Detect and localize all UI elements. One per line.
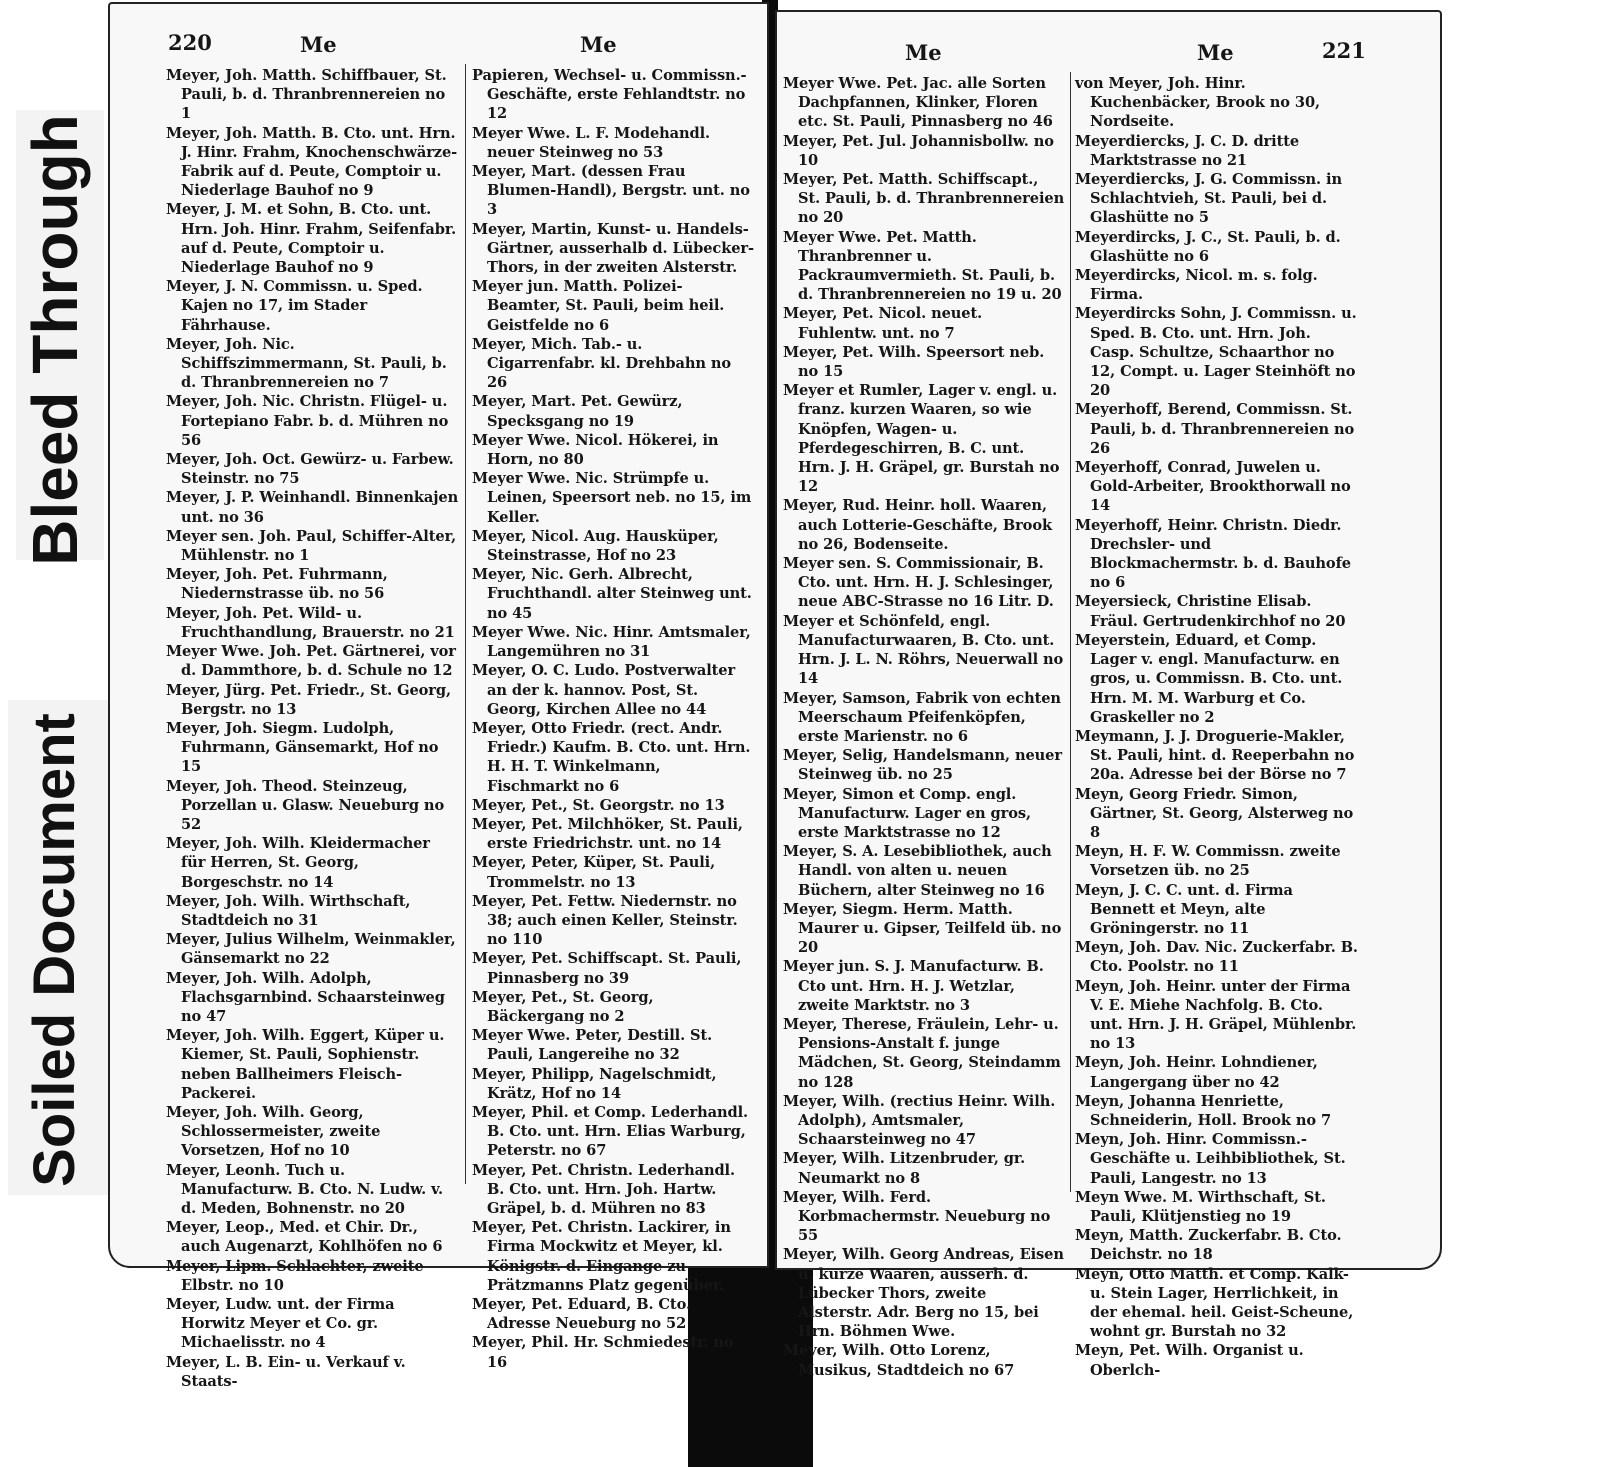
- directory-entry: Meyer, Pet. Nicol. neuet. Fuhlentw. unt. no 7: [783, 305, 983, 342]
- directory-entry: Meyerhoff, Heinr. Christn. Diedr. Drechsler- und Blockmachermstr. b. d. Bauhofe no 6: [1075, 516, 1351, 592]
- directory-entry: Meyerstein, Eduard, et Comp. Lager v. engl. Manufacturw. en gros, u. Commissn. B. Cto. unt. Hrn. M. M. Warburg et Co. Graskeller no 2: [1075, 631, 1343, 726]
- left-header-1: Me: [300, 32, 337, 57]
- directory-entry: von Meyer, Joh. Hinr. Kuchenbäcker, Brook no 30, Nordseite.: [1075, 75, 1320, 131]
- right-column-2: [1075, 74, 1359, 1380]
- directory-entry: Meyer, Rud. Heinr. holl. Waaren, auch Lotterie-Geschäfte, Brook no 26, Bodenseite.: [783, 497, 1052, 553]
- directory-entry: Meyer, Therese, Fräulein, Lehr- u. Pensions-Anstalt f. junge Mädchen, St. Georg, Steindamm no 128: [783, 1015, 1061, 1091]
- directory-entry: Meyer, J. N. Commissn. u. Sped. Kajen no 17, im Stader Fährhause.: [166, 278, 423, 334]
- directory-entry: Meyer, Phil. et Comp. Lederhandl. B. Cto. unt. Hrn. Elias Warburg, Peterstr. no 67: [472, 1103, 749, 1160]
- directory-entry: Meyn, H. F. W. Commissn. zweite Vorsetzen üb. no 25: [1075, 843, 1341, 880]
- directory-entry: Meyer, Siegm. Herm. Matth. Maurer u. Gipser, Teilfeld üb. no 20: [783, 900, 1062, 957]
- directory-entry: Meyer, Selig, Handelsmann, neuer Steinweg üb. no 25: [783, 747, 1062, 784]
- directory-entry: Meyer, Joh. Nic. Schiffszimmermann, St. Pauli, b. d. Thranbrennereien no 7: [166, 335, 447, 392]
- directory-entry: Meyer, Pet. Wilh. Speersort neb. no 15: [783, 343, 1045, 381]
- directory-entry: Meyer Wwe. Pet. Jac. alle Sorten Dachpfannen, Klinker, Floren etc. St. Pauli, Pinnasberg no 46: [783, 75, 1053, 131]
- directory-entry: Meyer, Peter, Küper, St. Pauli, Trommelstr. no 13: [472, 854, 716, 891]
- directory-entry: Meyer, Nic. Gerh. Albrecht, Fruchthandl. alter Steinweg unt. no 45: [472, 566, 752, 622]
- directory-entry: Meyer, Pet., St. Georg, Bäckergang no 2: [472, 988, 654, 1025]
- directory-entry: Meyer, Otto Friedr. (rect. Andr. Friedr.) Kaufm. B. Cto. unt. Hrn. H. H. T. Winkelmann, Fischmarkt no 6: [472, 719, 751, 795]
- left-column-1: [166, 66, 459, 1391]
- directory-entry: Meyer, Ludw. unt. der Firma Horwitz Meyer et Co. gr. Michaelisstr. no 4: [166, 1296, 395, 1352]
- directory-entry: Meyerdiercks, J. C. D. dritte Marktstrasse no 21: [1075, 132, 1300, 169]
- directory-entry: Meyer, S. A. Lesebibliothek, auch Handl. von alten u. neuen Büchern, alter Steinweg no 16: [783, 843, 1052, 899]
- directory-entry: Meyer, Wilh. Otto Lorenz, Musikus, Stadtdeich no 67: [783, 1342, 1015, 1379]
- directory-entry: Meyer, Joh. Nic. Christn. Flügel- u. Fortepiano Fabr. b. d. Mühren no 56: [166, 393, 449, 449]
- directory-entry: Meyn, J. C. C. unt. d. Firma Bennett et Meyn, alte Gröningerstr. no 11: [1075, 881, 1293, 937]
- directory-entry: Meyer, Joh. Pet. Wild- u. Fruchthandlung, Brauerstr. no 21: [166, 604, 455, 641]
- column-divider: [465, 64, 466, 1184]
- directory-entry: Meyer, Joh. Oct. Gewürz- u. Farbew. Steinstr. no 75: [166, 451, 454, 488]
- directory-entry: Meyer, Wilh. Litzenbruder, gr. Neumarkt no 8: [783, 1150, 1026, 1187]
- right-header-2: Me: [1197, 40, 1234, 65]
- directory-entry: Meyer jun. Matth. Polizei-Beamter, St. Pauli, beim heil. Geistfelde no 6: [472, 278, 725, 334]
- directory-entry: Meyerdircks Sohn, J. Commissn. u. Sped. B. Cto. unt. Hrn. Joh. Casp. Schultze, Schaarthor no 12, Compt. u. Lager Steinhöft no 20: [1075, 305, 1357, 400]
- directory-entry: Meyerdiercks, J. G. Commissn. in Schlachtvieh, St. Pauli, bei d. Glashütte no 5: [1075, 171, 1342, 227]
- directory-entry: Meyerdircks, Nicol. m. s. folg. Firma.: [1075, 267, 1318, 304]
- directory-entry: Meyer Wwe. Joh. Pet. Gärtnerei, vor d. Dammthore, b. d. Schule no 12: [166, 643, 456, 680]
- directory-entry: Meyer, Pet. Fettw. Niedernstr. no 38; auch einen Keller, Steinstr. no 110: [472, 892, 738, 949]
- directory-entry: Meyer, Joh. Pet. Fuhrmann, Niedernstrasse üb. no 56: [166, 566, 388, 603]
- left-page-number: 220: [168, 30, 212, 55]
- directory-entry: Meyer Wwe. Nic. Strümpfe u. Leinen, Speersort neb. no 15, im Keller.: [472, 470, 752, 526]
- directory-entry: Meyn, Joh. Heinr. unter der Firma V. E. Miehe Nachfolg. B. Cto. unt. Hrn. J. H. Gräpel, Mühlenbr. no 13: [1075, 977, 1357, 1053]
- directory-entry: Meyersieck, Christine Elisab. Fräul. Gertrudenkirchhof no 20: [1075, 593, 1346, 630]
- directory-entry: Meyer, Phil. Hr. Schmiedestr. no 16: [472, 1334, 734, 1371]
- directory-entry: Meyn, Otto Matth. et Comp. Kalk- u. Stein Lager, Herrlichkeit, in der ehemal. heil. Geist-Scheune, wohnt gr. Burstah no 32: [1075, 1265, 1354, 1341]
- directory-entry: Meyer, Joh. Wilh. Adolph, Flachsgarnbind. Schaarsteinweg no 47: [166, 969, 445, 1025]
- directory-entry: Meyer, Wilh. Georg Andreas, Eisen u. kurze Waaren, ausserh. d. Lübecker Thors, zweite Alsterstr. Adr. Berg no 15, bei Hrn. Böhmen Wwe.: [783, 1246, 1064, 1341]
- directory-entry: Meyer, Pet., St. Georgstr. no 13: [472, 796, 725, 814]
- directory-entry: Meyer, Pet. Matth. Schiffscapt., St. Pauli, b. d. Thranbrennereien no 20: [783, 171, 1065, 227]
- directory-entry: Meyer et Schönfeld, engl. Manufacturwaaren, B. Cto. unt. Hrn. J. L. N. Röhrs, Neuerwall no 14: [783, 612, 1064, 688]
- right-column-1: [783, 74, 1065, 1380]
- directory-entry: Meyer, Wilh. (rectius Heinr. Wilh. Adolph), Amtsmaler, Schaarsteinweg no 47: [783, 1092, 1056, 1149]
- directory-entry: Meyer, Leonh. Tuch u. Manufacturw. B. Cto. N. Ludw. v. d. Meden, Bohnenstr. no 20: [166, 1161, 444, 1217]
- directory-entry: Meyer, Joh. Siegm. Ludolph, Fuhrmann, Gänsemarkt, Hof no 15: [166, 719, 439, 776]
- directory-entry: Meyn, Joh. Dav. Nic. Zuckerfabr. B. Cto. Poolstr. no 11: [1075, 939, 1358, 976]
- directory-entry: Meyer, Samson, Fabrik von echten Meerschaum Pfeifenköpfen, erste Marienstr. no 6: [783, 689, 1061, 745]
- directory-entry: Meyer, Joh. Wilh. Georg, Schlossermeister, zweite Vorsetzen, Hof no 10: [166, 1103, 381, 1160]
- directory-entry: Meyer, Joh. Wilh. Kleidermacher für Herren, St. Georg, Borgeschstr. no 14: [166, 835, 430, 891]
- directory-entry: Meyer Wwe. Nicol. Hökerei, in Horn, no 80: [472, 431, 719, 469]
- directory-entry: Meyer, Joh. Matth. B. Cto. unt. Hrn. J. Hinr. Frahm, Knochenschwärze-Fabrik auf d. Peute, Comptoir u. Niederlage Bauhof no 9: [166, 124, 458, 200]
- directory-entry: Meyn, Georg Friedr. Simon, Gärtner, St. Georg, Alsterweg no 8: [1075, 785, 1354, 841]
- left-header-2: Me: [580, 32, 617, 57]
- left-page: [108, 2, 769, 1390]
- directory-entry: Meyer, Mart. (dessen Frau Blumen-Handl), Bergstr. unt. no 3: [472, 163, 750, 219]
- directory-entry: Meyer, Julius Wilhelm, Weinmakler, Gänsemarkt no 22: [166, 931, 456, 968]
- right-header-1: Me: [905, 40, 942, 65]
- directory-entry: Meyer, Pet. Christn. Lederhandl. B. Cto. unt. Hrn. Joh. Hartw. Gräpel, b. d. Mühren no 83: [472, 1161, 735, 1217]
- directory-entry: Meyer, O. C. Ludo. Postverwalter an der k. hannov. Post, St. Georg, Kirchen Allee no 44: [472, 662, 736, 718]
- directory-entry: Meyer, Jürg. Pet. Friedr., St. Georg, Bergstr. no 13: [166, 681, 451, 718]
- directory-entry: Meyerhoff, Berend, Commissn. St. Pauli, b. d. Thranbrennereien no 26: [1075, 401, 1355, 457]
- directory-entry: Meyn, Matth. Zuckerfabr. B. Cto. Deichstr. no 18: [1075, 1227, 1342, 1264]
- directory-entry: Meyer sen. S. Commissionair, B. Cto. unt. Hrn. H. J. Schlesinger, neue ABC-Strasse no 16 Litr. D.: [783, 555, 1054, 611]
- directory-entry: Meyer, Pet. Milchhöker, St. Pauli, erste Friedrichstr. unt. no 14: [472, 815, 743, 853]
- directory-entry: Meyer Wwe. Pet. Matth. Thranbrenner u. Packraumvermieth. St. Pauli, b. d. Thranbrennereien no 19 u. 20: [783, 228, 1062, 304]
- directory-entry: Meyer, Simon et Comp. engl. Manufacturw. Lager en gros, erste Marktstrasse no 12: [783, 785, 1031, 841]
- directory-entry: Meyer, Philipp, Nagelschmidt, Krätz, Hof no 14: [472, 1065, 717, 1102]
- directory-entry: Meyer, Martin, Kunst- u. Handels-Gärtner, ausserhalb d. Lübecker-Thors, in der zweiten Alsterstr.: [472, 220, 754, 277]
- directory-entry: Meyer, Nicol. Aug. Hausküper, Steinstrasse, Hof no 23: [472, 527, 719, 565]
- soiled-document-label: Soiled Document: [22, 713, 87, 1187]
- directory-entry: Meyer jun. S. J. Manufacturw. B. Cto unt. Hrn. H. J. Wetzlar, zweite Marktstr. no 3: [783, 958, 1044, 1014]
- directory-entry: Meyer, Wilh. Ferd. Korbmachermstr. Neueburg no 55: [783, 1188, 1051, 1245]
- bleed-through-label: Bleed Through: [19, 114, 91, 566]
- directory-entry: Meyer sen. Joh. Paul, Schiffer-Alter, Mühlenstr. no 1: [166, 527, 457, 565]
- directory-entry: Meyer, J. P. Weinhandl. Binnenkajen unt. no 36: [166, 489, 459, 526]
- directory-entry: Meyer, Joh. Wilh. Wirthschaft, Stadtdeich no 31: [166, 892, 411, 929]
- directory-entry: Meyer et Rumler, Lager v. engl. u. franz. kurzen Waaren, so wie Knöpfen, Wagen- u. Pferdegeschirren, B. C. unt. Hrn. J. H. Gräpel, gr. Burstah no 12: [783, 382, 1060, 496]
- directory-entry: Meyer, J. M. et Sohn, B. Cto. unt. Hrn. Joh. Hinr. Frahm, Seifenfabr. auf d. Peute, Comptoir u. Niederlage Bauhof no 9: [166, 201, 457, 277]
- directory-entry: Meyer, Pet. Jul. Johannisbollw. no 10: [783, 132, 1054, 169]
- directory-entry: Meyn, Joh. Hinr. Commissn.-Geschäfte u. Leihbibliothek, St. Pauli, Langestr. no 13: [1075, 1131, 1346, 1187]
- directory-entry: Meymann, J. J. Droguerie-Makler, St. Pauli, hint. d. Reeperbahn no 20a. Adresse bei der Börse no 7: [1075, 727, 1355, 784]
- directory-entry: Meyer, Joh. Wilh. Eggert, Küper u. Kiemer, St. Pauli, Sophienstr. neben Ballheimers Fleisch-Packerei.: [166, 1027, 445, 1102]
- directory-entry: Meyn, Johanna Henriette, Schneiderin, Holl. Brook no 7: [1075, 1092, 1332, 1129]
- directory-entry: Meyer Wwe. L. F. Modehandl. neuer Steinweg no 53: [472, 124, 711, 161]
- directory-entry: Meyer, Mart. Pet. Gewürz, Specksgang no 19: [472, 393, 683, 430]
- directory-entry: Meyer, Joh. Matth. Schiffbauer, St. Pauli, b. d. Thranbrennereien no 1: [166, 67, 447, 123]
- right-page-number: 221: [1322, 38, 1366, 63]
- directory-entry: Meyer, Pet. Christn. Lackirer, in Firma Mockwitz et Meyer, kl. Königstr. d. Eingange zu Prätzmanns Platz gegenüber.: [472, 1219, 731, 1294]
- left-column-2: [472, 66, 755, 1372]
- directory-entry: Meyer, Mich. Tab.- u. Cigarrenfabr. kl. Drehbahn no 26: [472, 335, 732, 392]
- directory-entry: Meyn Wwe. M. Wirthschaft, St. Pauli, Klütjenstieg no 19: [1075, 1188, 1326, 1225]
- directory-entry: Meyer, Pet. Eduard, B. Cto. Adresse Neueburg no 52: [472, 1296, 691, 1333]
- directory-entry: Papieren, Wechsel- u. Commissn.-Geschäfte, erste Fehlandtstr. no 12: [472, 67, 747, 123]
- directory-entry: Meyer, L. B. Ein- u. Verkauf v. Staats-: [166, 1353, 406, 1390]
- directory-entry: Meyer, Joh. Theod. Steinzeug, Porzellan u. Glasw. Neueburg no 52: [166, 777, 445, 833]
- directory-entry: Meyer Wwe. Peter, Destill. St. Pauli, Langereihe no 32: [472, 1027, 713, 1064]
- directory-entry: Meyer Wwe. Nic. Hinr. Amtsmaler, Langemühren no 31: [472, 623, 751, 661]
- directory-entry: Meyer, Leop., Med. et Chir. Dr., auch Augenarzt, Kohlhöfen no 6: [166, 1219, 443, 1256]
- directory-entry: Meyerdircks, J. C., St. Pauli, b. d. Glashütte no 6: [1075, 228, 1341, 265]
- directory-entry: Meyn, Pet. Wilh. Organist u. Oberlch-: [1075, 1342, 1304, 1379]
- directory-entry: Meyer, Pet. Schiffscapt. St. Pauli, Pinnasberg no 39: [472, 950, 742, 987]
- directory-entry: Meyn, Joh. Heinr. Lohndiener, Langergang über no 42: [1075, 1054, 1318, 1091]
- directory-entry: Meyerhoff, Conrad, Juwelen u. Gold-Arbeiter, Brookthorwall no 14: [1075, 459, 1351, 515]
- directory-entry: Meyer, Lipm. Schlachter, zweite Elbstr. no 10: [166, 1257, 424, 1294]
- column-divider: [1070, 72, 1071, 1192]
- right-page: [775, 10, 1442, 1379]
